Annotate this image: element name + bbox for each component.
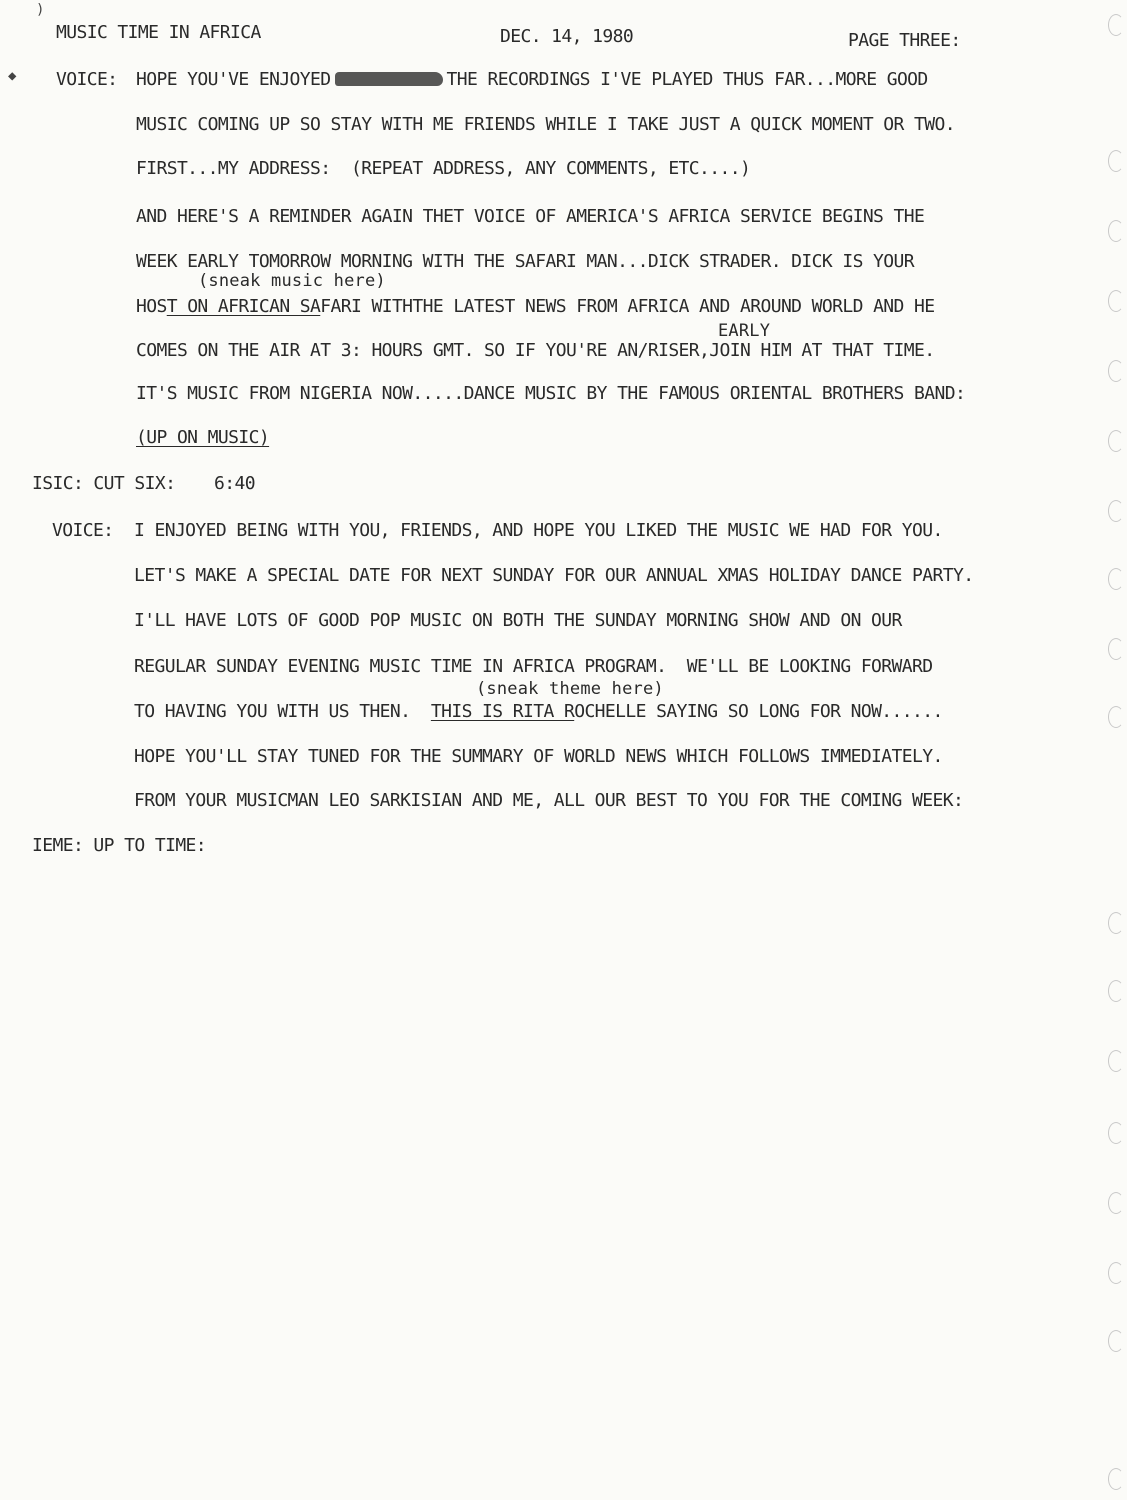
speaker-voice-2: VOICE: — [52, 520, 114, 541]
binder-hole — [1108, 220, 1124, 242]
redaction-mark — [335, 72, 443, 86]
music-cue-time: 6:40 — [214, 473, 255, 494]
voice1-line-6a: HOS — [136, 296, 167, 317]
voice1-line-2: MUSIC COMING UP SO STAY WITH ME FRIENDS WHILE I TAKE JUST A QUICK MOMENT OR TWO. — [136, 114, 955, 135]
voice1-line-6c: FARI WITHTHE LATEST NEWS FROM AFRICA AND AROUND WORLD AND HE — [320, 296, 935, 317]
binder-hole — [1108, 1262, 1124, 1284]
voice2-line-5-underlined: THIS IS RITA R — [430, 701, 575, 722]
binder-hole — [1108, 150, 1124, 172]
voice2-line-5c: OCHELLE SAYING SO LONG FOR NOW...... — [574, 701, 943, 722]
note-sneak-theme: (sneak theme here) — [476, 679, 664, 699]
binder-hole — [1108, 500, 1124, 522]
voice1-line-3: FIRST...MY ADDRESS: (REPEAT ADDRESS, ANY COMMENTS, ETC....) — [136, 158, 751, 179]
margin-mark: ◆ — [8, 68, 17, 84]
voice2-line-4: REGULAR SUNDAY EVENING MUSIC TIME IN AFRICA PROGRAM. WE'LL BE LOOKING FORWARD — [134, 656, 933, 677]
voice2-line-5a: TO HAVING YOU WITH US THEN. — [134, 701, 431, 722]
voice1-line-5: WEEK EARLY TOMORROW MORNING WITH THE SAFARI MAN...DICK STRADER. DICK IS YOUR — [136, 251, 915, 272]
note-early: EARLY — [718, 321, 771, 341]
voice2-line-6: HOPE YOU'LL STAY TUNED FOR THE SUMMARY OF WORLD NEWS WHICH FOLLOWS IMMEDIATELY. — [134, 746, 943, 767]
binder-hole — [1108, 14, 1124, 36]
binder-hole — [1108, 1468, 1124, 1490]
binder-hole — [1108, 568, 1124, 590]
voice1-line-4: AND HERE'S A REMINDER AGAIN THET VOICE OF AMERICA'S AFRICA SERVICE BEGINS THE — [136, 206, 925, 227]
binder-hole — [1108, 430, 1124, 452]
binder-hole — [1108, 706, 1124, 728]
binder-hole — [1108, 1192, 1124, 1214]
script-date: DEC. 14, 1980 — [500, 26, 634, 47]
voice2-line-2: LET'S MAKE A SPECIAL DATE FOR NEXT SUNDAY FOR OUR ANNUAL XMAS HOLIDAY DANCE PARTY. — [134, 565, 974, 586]
binder-hole — [1108, 290, 1124, 312]
page-number: PAGE THREE: — [848, 30, 961, 51]
theme-cue: IEME: UP TO TIME: — [32, 835, 207, 856]
music-cue-label: ISIC: CUT SIX: — [32, 473, 176, 494]
margin-mark: ) — [36, 2, 45, 18]
program-title: MUSIC TIME IN AFRICA — [56, 22, 261, 43]
voice1-line-6 — [136, 296, 935, 318]
voice1-line-6-underlined: T ON AFRICAN SA — [166, 296, 321, 317]
voice1-line-9: (UP ON MUSIC) — [136, 427, 270, 448]
voice2-line-1: I ENJOYED BEING WITH YOU, FRIENDS, AND HOPE YOU LIKED THE MUSIC WE HAD FOR YOU. — [134, 520, 943, 541]
voice1-line-1 — [136, 69, 928, 91]
speaker-voice-1: VOICE: — [56, 69, 118, 90]
binder-hole — [1108, 1122, 1124, 1144]
voice1-line-7: COMES ON THE AIR AT 3: HOURS GMT. SO IF YOU'RE AN/RISER,JOIN HIM AT THAT TIME. — [136, 340, 935, 361]
note-sneak-music: (sneak music here) — [198, 271, 386, 291]
binder-hole — [1108, 1330, 1124, 1352]
binder-hole — [1108, 360, 1124, 382]
binder-hole — [1108, 980, 1124, 1002]
voice1-line-1a: HOPE YOU'VE ENJOYED — [136, 69, 331, 90]
voice2-line-7: FROM YOUR MUSICMAN LEO SARKISIAN AND ME, ALL OUR BEST TO YOU FOR THE COMING WEEK: — [134, 790, 964, 811]
binder-hole — [1108, 912, 1124, 934]
voice2-line-3: I'LL HAVE LOTS OF GOOD POP MUSIC ON BOTH THE SUNDAY MORNING SHOW AND ON OUR — [134, 610, 902, 631]
binder-hole — [1108, 638, 1124, 660]
voice1-line-1b: THE RECORDINGS I'VE PLAYED THUS FAR...MORE GOOD — [446, 69, 928, 90]
binder-hole — [1108, 1050, 1124, 1072]
voice2-line-5 — [134, 701, 943, 723]
voice1-line-8: IT'S MUSIC FROM NIGERIA NOW.....DANCE MUSIC BY THE FAMOUS ORIENTAL BROTHERS BAND: — [136, 383, 966, 404]
